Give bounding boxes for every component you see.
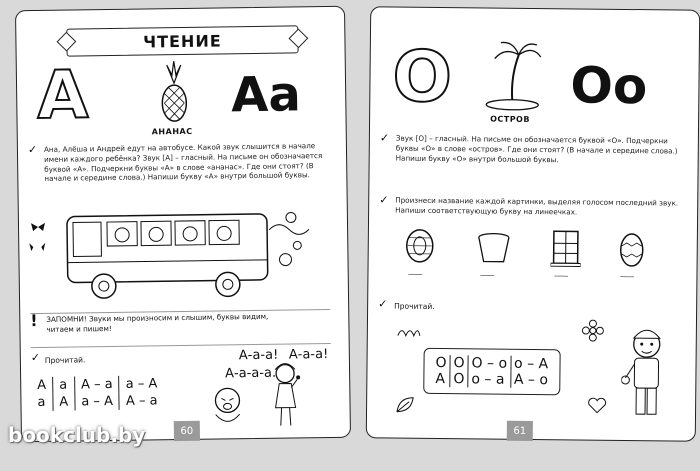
table-row bbox=[432, 355, 551, 372]
window-icon bbox=[551, 229, 581, 267]
picture-caption: ОСТРОВ bbox=[490, 114, 531, 124]
exclamation-icon: ! bbox=[30, 311, 38, 331]
table-cell: о – а bbox=[468, 371, 511, 387]
checkmark-icon: ✓ bbox=[378, 297, 388, 311]
table-cell: о – А bbox=[514, 355, 549, 373]
butterfly-icon bbox=[27, 223, 49, 257]
table-cell: а – А bbox=[125, 376, 158, 392]
bucket-icon bbox=[477, 232, 511, 264]
table-cell: А – о bbox=[513, 371, 549, 389]
table-row bbox=[31, 392, 163, 411]
tire-icon bbox=[405, 228, 435, 264]
egg-icon bbox=[619, 230, 645, 268]
exercise-text: Ана, Алёша и Андрей едут на автобусе. Какой звук слышится в начале имени каждого ребёнка? Звук [А] – гласный. На письме он обозначается буквой «А». Подчеркни буквы «А» в слове «ананас». Где они стоят? (В начале и середине слова.) Напиши букву «А» внутри большой буквы. bbox=[43, 141, 323, 184]
checkmark-icon: ✓ bbox=[27, 143, 38, 157]
table-cell: А – а bbox=[74, 376, 119, 394]
table-cell: О – о bbox=[468, 355, 511, 371]
exercise-text: Произнеси название каждой картинки, выделяя голосом последний звук. Напиши соответствующую букву на линеечках. bbox=[395, 195, 679, 217]
read-instruction: Прочитай. bbox=[394, 301, 435, 311]
table-cell: А bbox=[432, 371, 450, 387]
answer-blank[interactable]: ___ bbox=[480, 266, 495, 277]
picture-caption: АНАНАС bbox=[151, 126, 193, 137]
shout-text: А-а-а! bbox=[288, 346, 329, 363]
table-cell: А bbox=[31, 377, 53, 394]
left-page bbox=[15, 6, 351, 443]
table-cell: О bbox=[450, 355, 468, 371]
table-row bbox=[432, 371, 551, 388]
checkmark-icon: ✓ bbox=[379, 193, 389, 207]
shout-text: А-а-а-а. bbox=[224, 365, 277, 382]
swirl-decor-icon bbox=[396, 326, 422, 340]
shout-text: А-а-а! bbox=[238, 347, 279, 364]
big-outline-letter-o: О bbox=[392, 35, 453, 119]
leaf-icon bbox=[395, 396, 415, 414]
read-instruction: Прочитай. bbox=[44, 355, 86, 365]
island-palm-icon bbox=[480, 38, 545, 113]
table-cell: О bbox=[450, 371, 468, 387]
reading-frame bbox=[423, 348, 560, 395]
checkmark-icon: ✓ bbox=[379, 131, 390, 145]
boy-with-lollipop-icon bbox=[621, 324, 672, 423]
table-cell: О bbox=[432, 355, 450, 371]
crying-child-icon bbox=[207, 384, 248, 429]
page-number: 61 bbox=[507, 421, 533, 441]
big-outline-letter-a: А bbox=[36, 56, 89, 135]
letter-pair-aa: Аа bbox=[230, 66, 302, 124]
flower-icon bbox=[582, 320, 604, 342]
table-cell: А – а bbox=[125, 393, 158, 409]
table-cell: а bbox=[31, 394, 53, 411]
checkmark-icon: ✓ bbox=[30, 351, 41, 365]
heart-icon bbox=[587, 398, 607, 414]
letter-pair-oo: Оо bbox=[570, 56, 648, 116]
site-watermark: bookclub.by bbox=[8, 423, 146, 447]
table-cell: А bbox=[53, 394, 75, 411]
section-divider bbox=[31, 343, 331, 348]
syllable-table bbox=[432, 355, 551, 388]
right-page bbox=[366, 6, 700, 441]
page-number: 60 bbox=[174, 421, 200, 441]
table-cell: а – А bbox=[75, 393, 120, 411]
table-cell: а bbox=[53, 377, 75, 394]
table-row bbox=[31, 375, 163, 394]
remember-note: ЗАПОМНИ! Звуки мы произносим и слышим, буквы видим, читаем и пишем! bbox=[46, 311, 269, 334]
bus-illustration bbox=[59, 199, 310, 306]
syllable-table bbox=[31, 375, 164, 411]
girl-singing-icon bbox=[265, 359, 306, 430]
answer-blank[interactable]: ___ bbox=[554, 267, 569, 278]
section-header-banner: ЧТЕНИЕ bbox=[66, 25, 298, 56]
answer-blank[interactable]: ___ bbox=[408, 265, 423, 276]
exercise-text: Звук [О] – гласный. На письме он обозначается буквой «О». Подчеркни буквы «О» в слове «остров». Где они стоят? (В начале и середине слова.) Напиши букву «О» внутри большой буквы. bbox=[395, 133, 678, 164]
pineapple-icon bbox=[157, 61, 192, 123]
answer-blank[interactable]: ___ bbox=[620, 267, 635, 279]
